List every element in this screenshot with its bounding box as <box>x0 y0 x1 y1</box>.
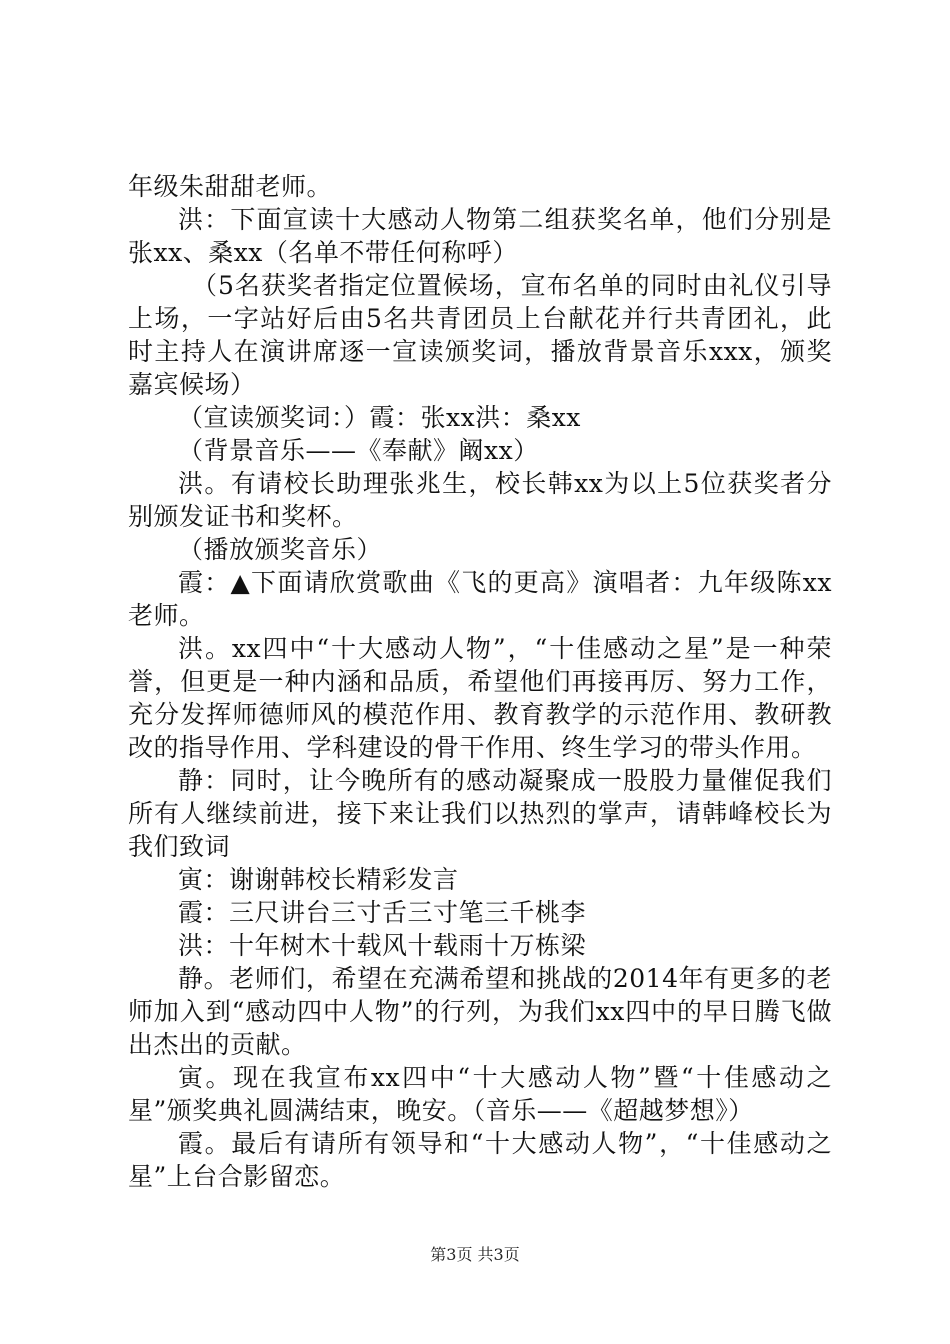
paragraph: 静：同时，让今晚所有的感动凝聚成一股股力量催促我们所有人继续前进，接下来让我们以热烈的掌声，请韩峰校长为我们致词 <box>128 766 832 861</box>
paragraph: 霞。最后有请所有领导和“十大感动人物”，“十佳感动之星”上台合影留恋。 <box>128 1129 832 1191</box>
paragraph: 霞：▲下面请欣赏歌曲《飞的更高》演唱者：九年级陈xx老师。 <box>128 568 832 630</box>
paragraph: 洪：十年树木十载风十载雨十万栋梁 <box>178 931 587 960</box>
paragraph: 寅。现在我宣布xx四中“十大感动人物”暨“十佳感动之星”颁奖典礼圆满结束，晚安。（音乐——《超越梦想》） <box>128 1063 832 1125</box>
paragraph: （5名获奖者指定位置候场，宣布名单的同时由礼仪引导上场，一字站好后由5名共青团员上台献花并行共青团礼，此时主持人在演讲席逐一宣读颁奖词，播放背景音乐xxx，颁奖嘉宾候场） <box>128 271 832 399</box>
paragraph: 洪：下面宣读十大感动人物第二组获奖名单，他们分别是张xx、桑xx（名单不带任何称呼） <box>128 205 832 267</box>
paragraph: （背景音乐——《奉献》阚xx） <box>178 436 539 465</box>
paragraph: 静。老师们，希望在充满希望和挑战的2014年有更多的老师加入到“感动四中人物”的行列，为我们xx四中的早日腾飞做出杰出的贡献。 <box>128 964 832 1059</box>
paragraph: 洪。xx四中“十大感动人物”，“十佳感动之星”是一种荣誉，但更是一种内涵和品质，希望他们再接再厉、努力工作，充分发挥师德师风的模范作用、教育教学的示范作用、教研教改的指导作用、学科建设的骨干作用、终生学习的带头作用。 <box>128 634 832 762</box>
paragraph: 洪。有请校长助理张兆生，校长韩xx为以上5位获奖者分别颁发证书和奖杯。 <box>128 469 832 531</box>
paragraph: 寅：谢谢韩校长精彩发言 <box>178 865 459 894</box>
paragraph: 霞：三尺讲台三寸舌三寸笔三千桃李 <box>178 898 587 927</box>
paragraph: （宣读颁奖词：）霞：张xx洪：桑xx <box>178 403 581 432</box>
page-footer <box>0 1245 950 1265</box>
document-body <box>128 170 832 1193</box>
page-number-label: 第3页 共3页 <box>430 1245 520 1264</box>
paragraph: （播放颁奖音乐） <box>178 535 383 564</box>
paragraph: 年级朱甜甜老师。 <box>128 172 333 201</box>
